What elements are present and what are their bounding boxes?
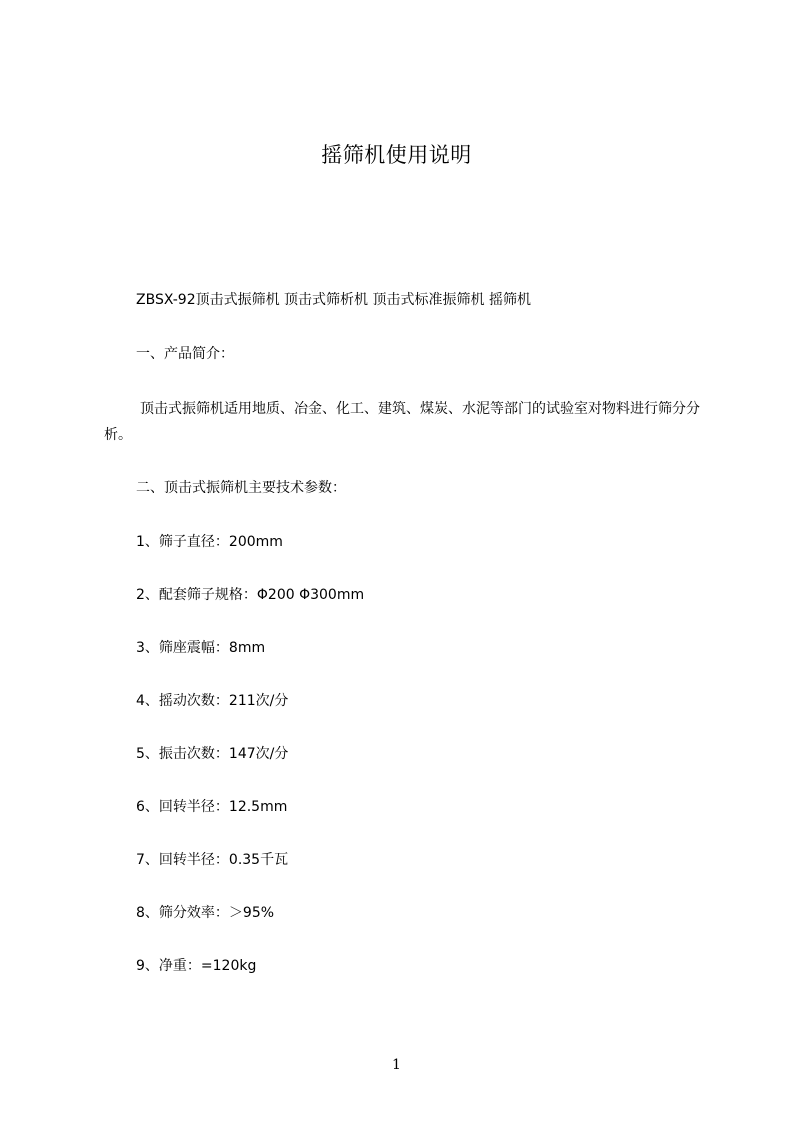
product-model-line: ZBSX-92顶击式振筛机 顶击式筛析机 顶击式标准振筛机 摇筛机: [136, 292, 531, 308]
document-title: 摇筛机使用说明: [321, 143, 472, 167]
spec-item: 4、摇动次数：211次/分: [136, 693, 289, 709]
spec-item: 1、筛子直径：200mm: [136, 534, 283, 550]
section-heading-intro: 一、产品简介：: [136, 346, 234, 362]
spec-item: 6、回转半径：12.5mm: [136, 799, 288, 815]
section-heading-specs: 二、顶击式振筛机主要技术参数：: [136, 480, 346, 496]
spec-item: 9、净重：=120kg: [136, 958, 257, 974]
page-number: 1: [392, 1057, 401, 1073]
intro-paragraph: 顶击式振筛机适用地质、冶金、化工、建筑、煤炭、水泥等部门的试验室对物料进行筛分分析。: [104, 401, 700, 443]
spec-item: 2、配套筛子规格：Φ200 Φ300mm: [136, 587, 365, 603]
spec-item: 7、回转半径：0.35千瓦: [136, 852, 289, 868]
spec-item: 5、振击次数：147次/分: [136, 746, 289, 762]
spec-item: 3、筛座震幅：8mm: [136, 640, 266, 656]
spec-item: 8、筛分效率：＞95%: [136, 905, 275, 921]
